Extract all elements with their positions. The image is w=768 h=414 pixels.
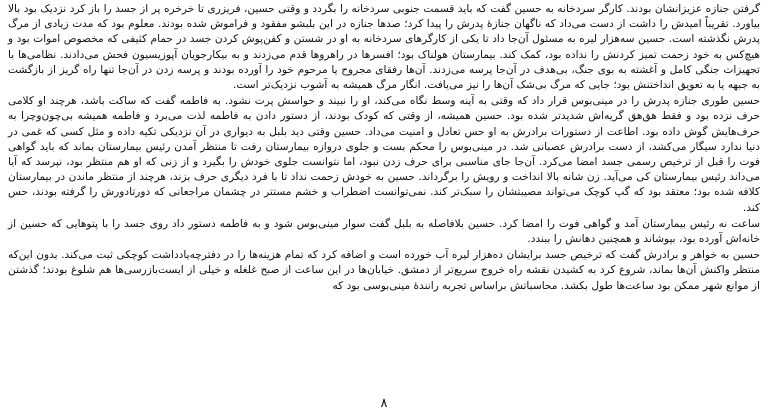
paragraph-4: حسین به خواهر و برادرش گفت که ترخیص جسد برایشان ده‌هزار لیره آب خورده است و اضافه کرد که تمام هزینه‌ها را در دفترچه‌یادداشت کوچکی ثبت می‌کند. بدون این‌که منتظر واکنش آن‌ها بماند، شروع کرد به کشیدن نقشه راه خروج سریع‌تر از دمشق. خیابان‌ها در این ساعت از صبح غلغله و خیلی از ایست‌بازرسی‌ها هم شلوغ بودند؛ گذشتن از موانع شهر ممکن بود ساعت‌ها طول بکشد. محاسباتش براساس تجربه رانندهٔ مینی‌بوسی بود که (8, 249, 760, 292)
paragraph-1: گرفتن جنازه عزیزانشان بودند. کارگر سردخانه به حسین گفت که باید قسمت جنوبی سردخانه را بگردد و وقتی حسین، فریزری تا خرخره پر از جسد را باز کرد نزدیک بود بالا بیاورد. تقریباً امیدش را داشت از دست می‌داد که ناگهان جنازهٔ پدرش را پیدا کرد؛ صدها جنازه در این بلبشو مفقود و فراموش شده بودند. معلوم بود که مدت زیادی از مرگ پدرش نگذشته است. حسین سه‌هزار لیره به مسئول آن‌جا داد تا یکی از کارگرهای سردخانه به او در شستن و کفن‌پوش کردن جسد در حمام کثیفی که مخصوص اموات بود و هیچ‌کس به خود زحمت تمیز کردنش را نداده بود، کمک کند. بیمارستان هولناک بود؛ افسرها در راهروها قدم می‌زدند و به بیکارجویان آپوزیسیون فحش می‌دادند. نظامی‌ها با تجهیزات جنگی کامل و آغشته به بوی جنگ، بی‌هدف در آن‌جا پرسه می‌زدند. آن‌ها رفقای مجروح یا مرحوم خود را آورده بودند و پرسه زدن در آن‌جا تنها راه گریز از بازگشت به جبهه یا به تعویق انداختنش بود؛ جایی که مرگ بی‌شک آن‌ها را نیز می‌یافت. انگار مرگ همیشه به آشوب نزدیک‌تر است. (8, 3, 760, 92)
paragraph-3: ساعت نه رئیس بیمارستان آمد و گواهی فوت را امضا کرد. حسین بلافاصله به بلبل گفت سوار مینی‌بوس شود و به فاطمه دستور داد روی جسد را با پتوهایی که حسین از خانه‌اش آورده بود، بپوشاند و همچنین دهانش را ببندد. (8, 217, 760, 246)
page-number: ۸ (380, 396, 388, 411)
paragraph-2: حسین طوری جنازه پدرش را در مینی‌بوس قرار داد که وقتی به آینه وسط نگاه می‌کند، او را نبیند و حواسش پرت نشود. به فاطمه گفت که ساکت باشد، هرچند او کلامی حرف نزده بود و فقط هق‌هق گریه‌اش شدیدتر شده بود. حسین همیشه، از وقتی که کودک بودند، از دستور دادن به فاطمه لذت می‌برد و فاطمه همیشه بی‌چون‌وچرا به حرف‌هایش گوش داده بود. اطاعت از دستورات برادرش به او حس تعادل و امنیت می‌داد. حسین وقتی دید بلبل به دیواری در آن نزدیکی تکیه داده و مثل کسی که غمی در دنیا ندارد سیگار می‌کشد، از دست برادرش عصبانی شد. در مینی‌بوس را محکم بست و جلوی دروازه بیمارستان رفت تا منتظر آمدن رئیس بیمارستان بماند که باید گواهی فوت را قبل از ترخیص رسمی جسد امضا می‌کرد. آن‌جا جای مناسبی برای حرف زدن نبود، اما نتوانست جلوی خودش را بگیرد و از زنی که او هم منتظر بود، نپرسد که آیا می‌داند رئیس بیمارستان کی می‌آید. زن شانه بالا انداخت و رویش را برگرداند. حسین به خودش زحمت نداد تا با فرد دیگری حرف بزند، هرچند از منتظر ماندن در بیمارستان کلافه شده بود؛ معتقد بود که گپ کوچک می‌تواند مصیبتشان را سبک‌تر کند. نمی‌توانست اضطراب و خشم مستتر در چشمان مراجعانی که دورتادورش را گرفته بودند، حس کند. (8, 95, 760, 214)
